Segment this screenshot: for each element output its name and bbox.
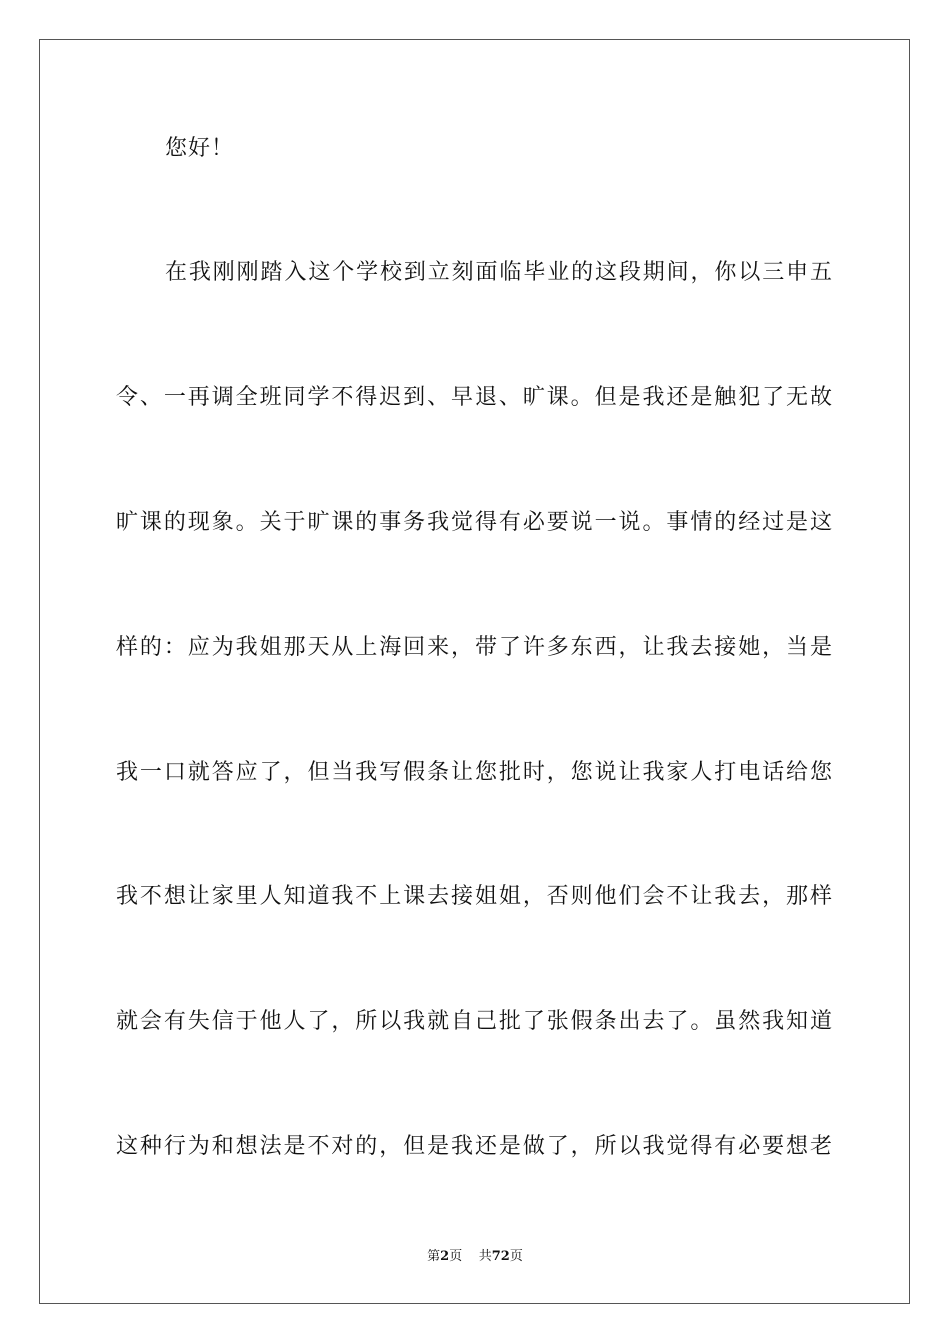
paragraph-line: 在我刚刚踏入这个学校到立刻面临毕业的这段期间，你以三申五 [165, 260, 832, 285]
page-unit: 页 [449, 1249, 463, 1264]
paragraph-line: 旷课的现象。关于旷课的事务我觉得有必要说一说。事情的经过是这 [116, 510, 832, 535]
page-prefix: 第 [427, 1249, 441, 1264]
current-page-number: 2 [440, 1249, 450, 1264]
total-prefix: 共 [478, 1249, 492, 1264]
paragraph-line: 我一口就答应了，但当我写假条让您批时，您说让我家人打电话给您 [116, 760, 832, 785]
page-border [39, 39, 910, 1304]
paragraph-line: 样的：应为我姐那天从上海回来，带了许多东西，让我去接她，当是 [116, 635, 832, 660]
greeting: 您好！ [165, 136, 235, 161]
paragraph-line: 这种行为和想法是不对的，但是我还是做了，所以我觉得有必要想老 [116, 1134, 832, 1159]
paragraph-line: 我不想让家里人知道我不上课去接姐姐，否则他们会不让我去，那样 [116, 884, 832, 909]
paragraph-line: 令、一再调全班同学不得迟到、早退、旷课。但是我还是触犯了无故 [116, 385, 832, 410]
total-unit: 页 [509, 1249, 523, 1264]
page-footer [0, 1248, 950, 1266]
total-page-count: 72 [491, 1249, 510, 1264]
paragraph-line: 就会有失信于他人了，所以我就自己批了张假条出去了。虽然我知道 [116, 1009, 832, 1034]
